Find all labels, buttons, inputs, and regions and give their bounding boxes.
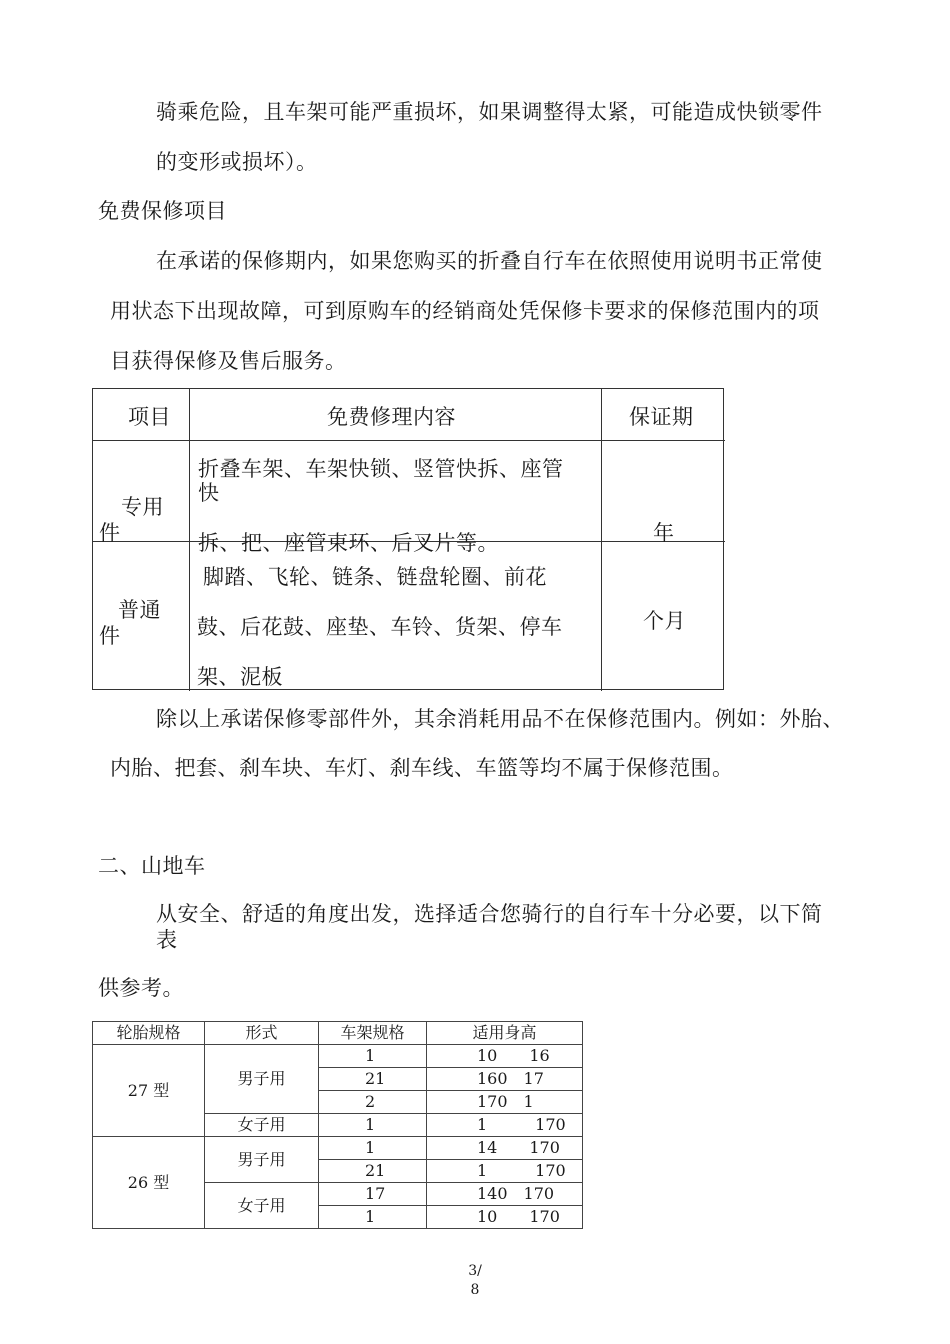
frame-size-cell: 1	[319, 1114, 427, 1137]
cell-text-line: 拆、把、座管束环、后叉片等。	[198, 531, 499, 555]
page-number: 3/	[468, 1263, 482, 1279]
cell-text-line: 快	[198, 481, 220, 505]
height-cell: 10 170	[427, 1206, 583, 1229]
frame-size-cell: 17	[319, 1183, 427, 1206]
table-row	[93, 1045, 583, 1068]
paragraph-line: 除以上承诺保修零部件外，其余消耗用品不在保修范围内。例如：外胎、	[156, 707, 844, 731]
warranty-table	[92, 388, 724, 690]
table-header-item: 项目	[128, 405, 171, 429]
table-cell-item: 件	[99, 624, 121, 648]
table-header-content: 免费修理内容	[327, 405, 456, 429]
table-cell-item: 普通	[118, 598, 161, 622]
frame-size-cell: 1	[319, 1137, 427, 1160]
frame-size-cell: 2	[319, 1091, 427, 1114]
height-cell: 1 170	[427, 1114, 583, 1137]
table-row	[93, 1137, 583, 1160]
paragraph-line: 目获得保修及售后服务。	[110, 349, 347, 373]
table-header-row	[93, 1022, 583, 1045]
paragraph-line: 表	[156, 928, 178, 952]
section-heading-free-warranty: 免费保修项目	[98, 199, 227, 223]
paragraph-line: 从安全、舒适的角度出发，选择适合您骑行的自行车十分必要，以下简	[156, 902, 823, 926]
cell-text-line: 折叠车架、车架快锁、竖管快拆、座管	[198, 457, 564, 481]
bike-size-table	[92, 1021, 583, 1229]
form-cell: 女子用	[205, 1183, 319, 1229]
form-cell: 女子用	[205, 1114, 319, 1137]
frame-size-cell: 1	[319, 1206, 427, 1229]
paragraph-line: 内胎、把套、刹车块、车灯、刹车线、车篮等均不属于保修范围。	[110, 756, 734, 780]
height-cell: 14 170	[427, 1137, 583, 1160]
table-cell-content-line: 架、泥板	[197, 665, 283, 689]
cell-text-line: 年	[653, 521, 675, 545]
table-cell-content	[190, 441, 600, 555]
table-header: 形式	[205, 1022, 319, 1045]
height-cell: 170 1	[427, 1091, 583, 1114]
page-total: 8	[470, 1282, 480, 1298]
height-cell: 10 16	[427, 1045, 583, 1068]
tire-size-cell: 27 型	[93, 1045, 205, 1137]
table-header: 适用身高	[427, 1022, 583, 1045]
table-cell-content-line: 鼓、后花鼓、座垫、车铃、货架、停车	[197, 615, 563, 639]
paragraph-line: 在承诺的保修期内，如果您购买的折叠自行车在依照使用说明书正常使	[156, 249, 823, 273]
table-cell-item: 专用	[121, 495, 164, 519]
frame-size-cell: 21	[319, 1160, 427, 1183]
paragraph-line: 用状态下出现故障，可到原购车的经销商处凭保修卡要求的保修范围内的项	[110, 299, 820, 323]
paragraph-line: 骑乘危险，且车架可能严重损坏，如果调整得太紧，可能造成快锁零件	[156, 100, 823, 124]
section-heading-mountain-bike: 二、山地车	[98, 854, 206, 878]
form-cell: 男子用	[205, 1045, 319, 1114]
form-cell: 男子用	[205, 1137, 319, 1183]
frame-size-cell: 1	[319, 1045, 427, 1068]
table-cell-content-line: 脚踏、飞轮、链条、链盘轮圈、前花	[203, 565, 547, 589]
paragraph-line: 供参考。	[98, 976, 184, 1000]
paragraph-line: 的变形或损坏）。	[156, 150, 318, 174]
tire-size-cell: 26 型	[93, 1137, 205, 1229]
height-cell: 1 170	[427, 1160, 583, 1183]
table-header-period: 保证期	[629, 405, 694, 429]
table-header: 轮胎规格	[93, 1022, 205, 1045]
height-cell: 160 17	[427, 1068, 583, 1091]
table-cell-item: 件	[99, 521, 121, 545]
height-cell: 140 170	[427, 1183, 583, 1206]
frame-size-cell: 21	[319, 1068, 427, 1091]
table-cell-period	[602, 441, 725, 545]
table-header: 车架规格	[319, 1022, 427, 1045]
table-cell-period: 个月	[643, 609, 686, 633]
